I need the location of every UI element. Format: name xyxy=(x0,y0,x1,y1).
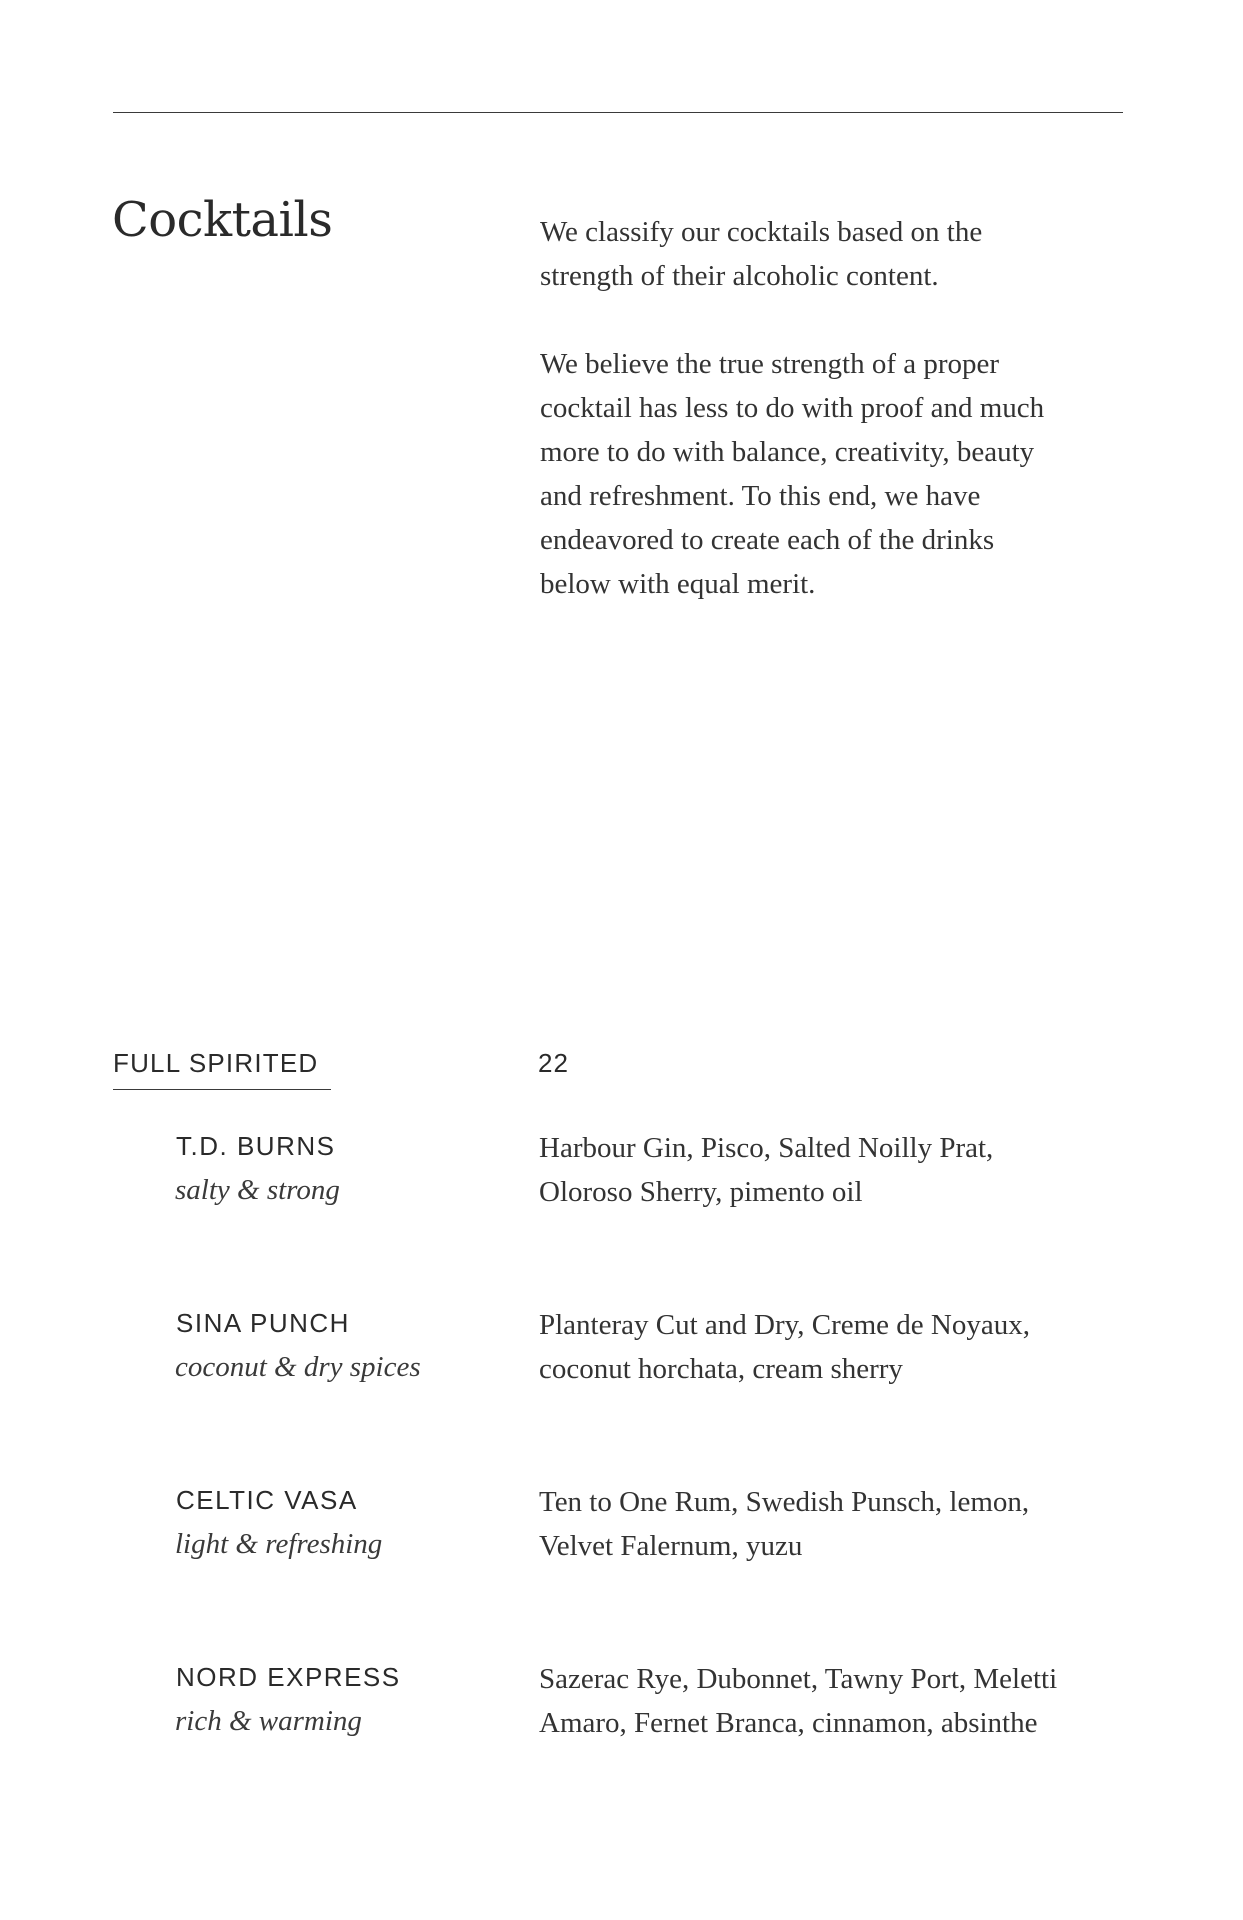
menu-item-celtic-vasa xyxy=(0,1482,1243,1582)
cocktail-name: NORD EXPRESS xyxy=(176,1662,401,1692)
section-label: FULL SPIRITED xyxy=(113,1048,319,1078)
cocktail-tagline: rich & warming xyxy=(175,1705,362,1737)
cocktail-tagline: salty & strong xyxy=(175,1174,340,1206)
page-title: Cocktails xyxy=(112,192,333,248)
cocktail-tagline: coconut & dry spices xyxy=(175,1351,421,1383)
intro-paragraph-2: We believe the true strength of a proper cocktail has less to do with proof and much more to do with balance, creativity, beauty and refreshment. To this end, we have endeavored to create each of the drinks below with equal merit. xyxy=(540,348,1045,600)
intro-text xyxy=(540,210,1130,650)
cocktail-name: T.D. BURNS xyxy=(176,1131,336,1161)
cocktail-ingredients: Ten to One Rum, Swedish Punsch, lemon, Velvet Falernum, yuzu xyxy=(539,1486,1030,1562)
menu-item-nord-express xyxy=(0,1659,1243,1759)
cocktail-ingredients: Sazerac Rye, Dubonnet, Tawny Port, Meletti Amaro, Fernet Branca, cinnamon, absinthe xyxy=(539,1663,1058,1739)
menu-item-td-burns xyxy=(0,1128,1243,1228)
section-price: 22 xyxy=(538,1048,569,1078)
section-underline xyxy=(113,1089,331,1090)
cocktail-name: CELTIC VASA xyxy=(176,1485,358,1515)
cocktail-name: SINA PUNCH xyxy=(176,1308,350,1338)
top-divider xyxy=(113,112,1123,113)
cocktail-tagline: light & refreshing xyxy=(175,1528,383,1560)
section-header-full-spirited xyxy=(113,1045,1123,1089)
cocktail-ingredients: Harbour Gin, Pisco, Salted Noilly Prat, Oloroso Sherry, pimento oil xyxy=(539,1132,994,1208)
menu-item-sina-punch xyxy=(0,1305,1243,1405)
cocktail-ingredients: Planteray Cut and Dry, Creme de Noyaux, coconut horchata, cream sherry xyxy=(539,1309,1030,1385)
intro-paragraph-1: We classify our cocktails based on the strength of their alcoholic content. xyxy=(540,216,983,292)
